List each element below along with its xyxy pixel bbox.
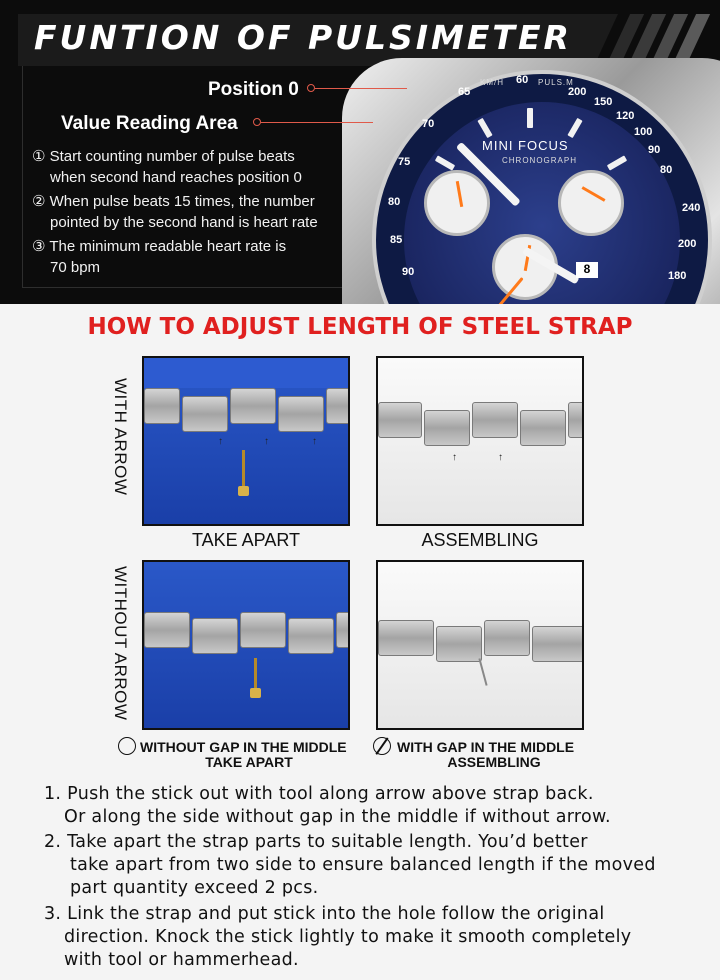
caption-assembling: ASSEMBLING xyxy=(421,530,539,550)
kmh-label: KM/H xyxy=(480,78,504,87)
scale-number: 120 xyxy=(616,110,635,122)
callout-line xyxy=(315,88,407,89)
note-line: 70 bpm xyxy=(50,259,101,276)
scale-number: 85 xyxy=(390,234,403,246)
watch-subtitle: CHRONOGRAPH xyxy=(502,156,578,165)
note-line: ② When pulse beats 15 times, the number xyxy=(32,193,315,210)
date-window: 8 xyxy=(576,262,598,278)
scale-number: 70 xyxy=(422,118,435,130)
scale-number: 200 xyxy=(678,238,697,250)
step-line: 1. Push the stick out with tool along arrow above strap back. xyxy=(44,784,594,804)
scale-number: 90 xyxy=(648,144,661,156)
right-subdial xyxy=(558,170,624,236)
watch-image xyxy=(342,58,720,304)
scale-number: 60 xyxy=(516,74,529,86)
photo-take-apart-with-arrow: ↑ ↑ ↑ xyxy=(142,356,350,526)
step-line: direction. Knock the stick lightly to make it smooth completely xyxy=(64,927,632,947)
photo-assembling-with-arrow: ↑ ↑ xyxy=(376,356,584,526)
hour-index xyxy=(527,108,533,128)
watch-brand: MINI FOCUS xyxy=(482,138,569,153)
strap-heading: HOW TO ADJUST LENGTH OF STEEL STRAP xyxy=(87,314,633,340)
row-label-without-arrow: WITHOUT ARROW xyxy=(111,566,130,721)
step-line: 2. Take apart the strap parts to suitable length. You’d better xyxy=(44,832,588,852)
scale-number: 200 xyxy=(568,86,587,98)
callout-value-reading: Value Reading Area xyxy=(61,113,238,134)
scale-number: 65 xyxy=(458,86,471,98)
scale-number: 80 xyxy=(388,196,401,208)
note-line: ① Start counting number of pulse beats xyxy=(32,148,295,165)
caption-take-apart: TAKE APART xyxy=(191,530,301,550)
step-line: 3. Link the strap and put stick into the hole follow the original xyxy=(44,904,605,924)
legend-take-apart: TAKE APART xyxy=(205,754,293,770)
left-subdial xyxy=(424,170,490,236)
scale-number: 150 xyxy=(594,96,613,108)
banner-title: FUNTION OF PULSIMETER xyxy=(34,18,572,57)
legend-without-gap: WITHOUT GAP IN THE MIDDLE xyxy=(140,739,347,755)
legend-with-gap: WITH GAP IN THE MIDDLE xyxy=(397,739,575,755)
photo-assembling-without-arrow xyxy=(376,560,584,730)
scale-number: 100 xyxy=(634,126,653,138)
scale-number: 90 xyxy=(402,266,415,278)
scale-number: 75 xyxy=(398,156,411,168)
photo-take-apart-without-arrow xyxy=(142,560,350,730)
row-label-with-arrow: WITH ARROW xyxy=(111,378,130,496)
scale-number: 240 xyxy=(682,202,701,214)
gap-icon xyxy=(373,737,391,755)
step-line: with tool or hammerhead. xyxy=(64,950,299,970)
note-line: pointed by the second hand is heart rate xyxy=(50,214,318,231)
scale-number: 80 xyxy=(660,164,673,176)
step-line: Or along the side without gap in the middle if without arrow. xyxy=(64,807,611,827)
puls-label: PULS.M xyxy=(538,78,574,87)
note-line: ③ The minimum readable heart rate is xyxy=(32,238,287,255)
note-line: when second hand reaches position 0 xyxy=(50,169,302,186)
no-gap-icon xyxy=(118,737,136,755)
callout-dot xyxy=(253,118,261,126)
step-line: part quantity exceed 2 pcs. xyxy=(70,878,319,898)
pulsimeter-banner xyxy=(0,0,720,304)
callout-line xyxy=(261,122,373,123)
legend-assembling: ASSEMBLING xyxy=(447,754,541,770)
callout-position-zero: Position 0 xyxy=(208,79,299,100)
scale-number: 180 xyxy=(668,270,687,282)
callout-dot xyxy=(307,84,315,92)
step-line: take apart from two side to ensure balanced length if the moved xyxy=(70,855,656,875)
